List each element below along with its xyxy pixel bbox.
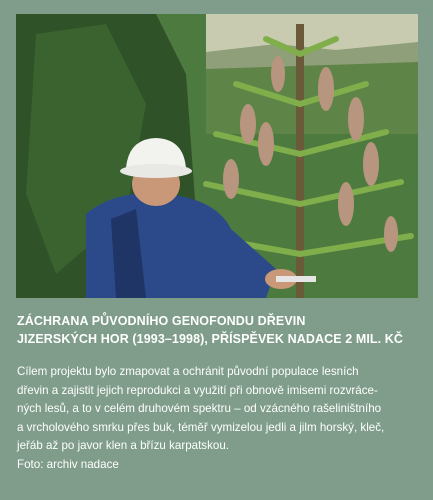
photo-credit: Foto: archiv nadace	[17, 457, 119, 471]
caption-body-line: a vrcholového smrku přes buk, téměř vymizelou jedli a jilm horský, kleč,	[17, 420, 385, 434]
caption-body-line: dřevin a zajistit jejich reprodukci a využití při obnově imisemi rozvráce-	[17, 383, 378, 397]
caption-body-line: Cílem projektu bylo zmapovat a ochránit původní populace lesních	[17, 365, 359, 378]
caption-body	[17, 363, 417, 475]
caption-title-line: ZÁCHRANA PŮVODNÍHO GENOFONDU DŘEVIN	[17, 314, 306, 328]
caption-body-line: jeřáb až po javor klen a břízu karpatskou.	[17, 439, 230, 453]
caption-title	[17, 312, 417, 348]
photo-illustration	[16, 14, 418, 298]
caption-title-line: JIZERSKÝCH HOR (1993–1998), PŘÍSPĚVEK NADACE 2 MIL. KČ	[17, 332, 404, 346]
photo-forester-with-spruce-cones	[16, 14, 418, 298]
caption-body-line: ných lesů, a to v celém druhovém spektru – od vzácného rašeliništního	[17, 402, 382, 416]
